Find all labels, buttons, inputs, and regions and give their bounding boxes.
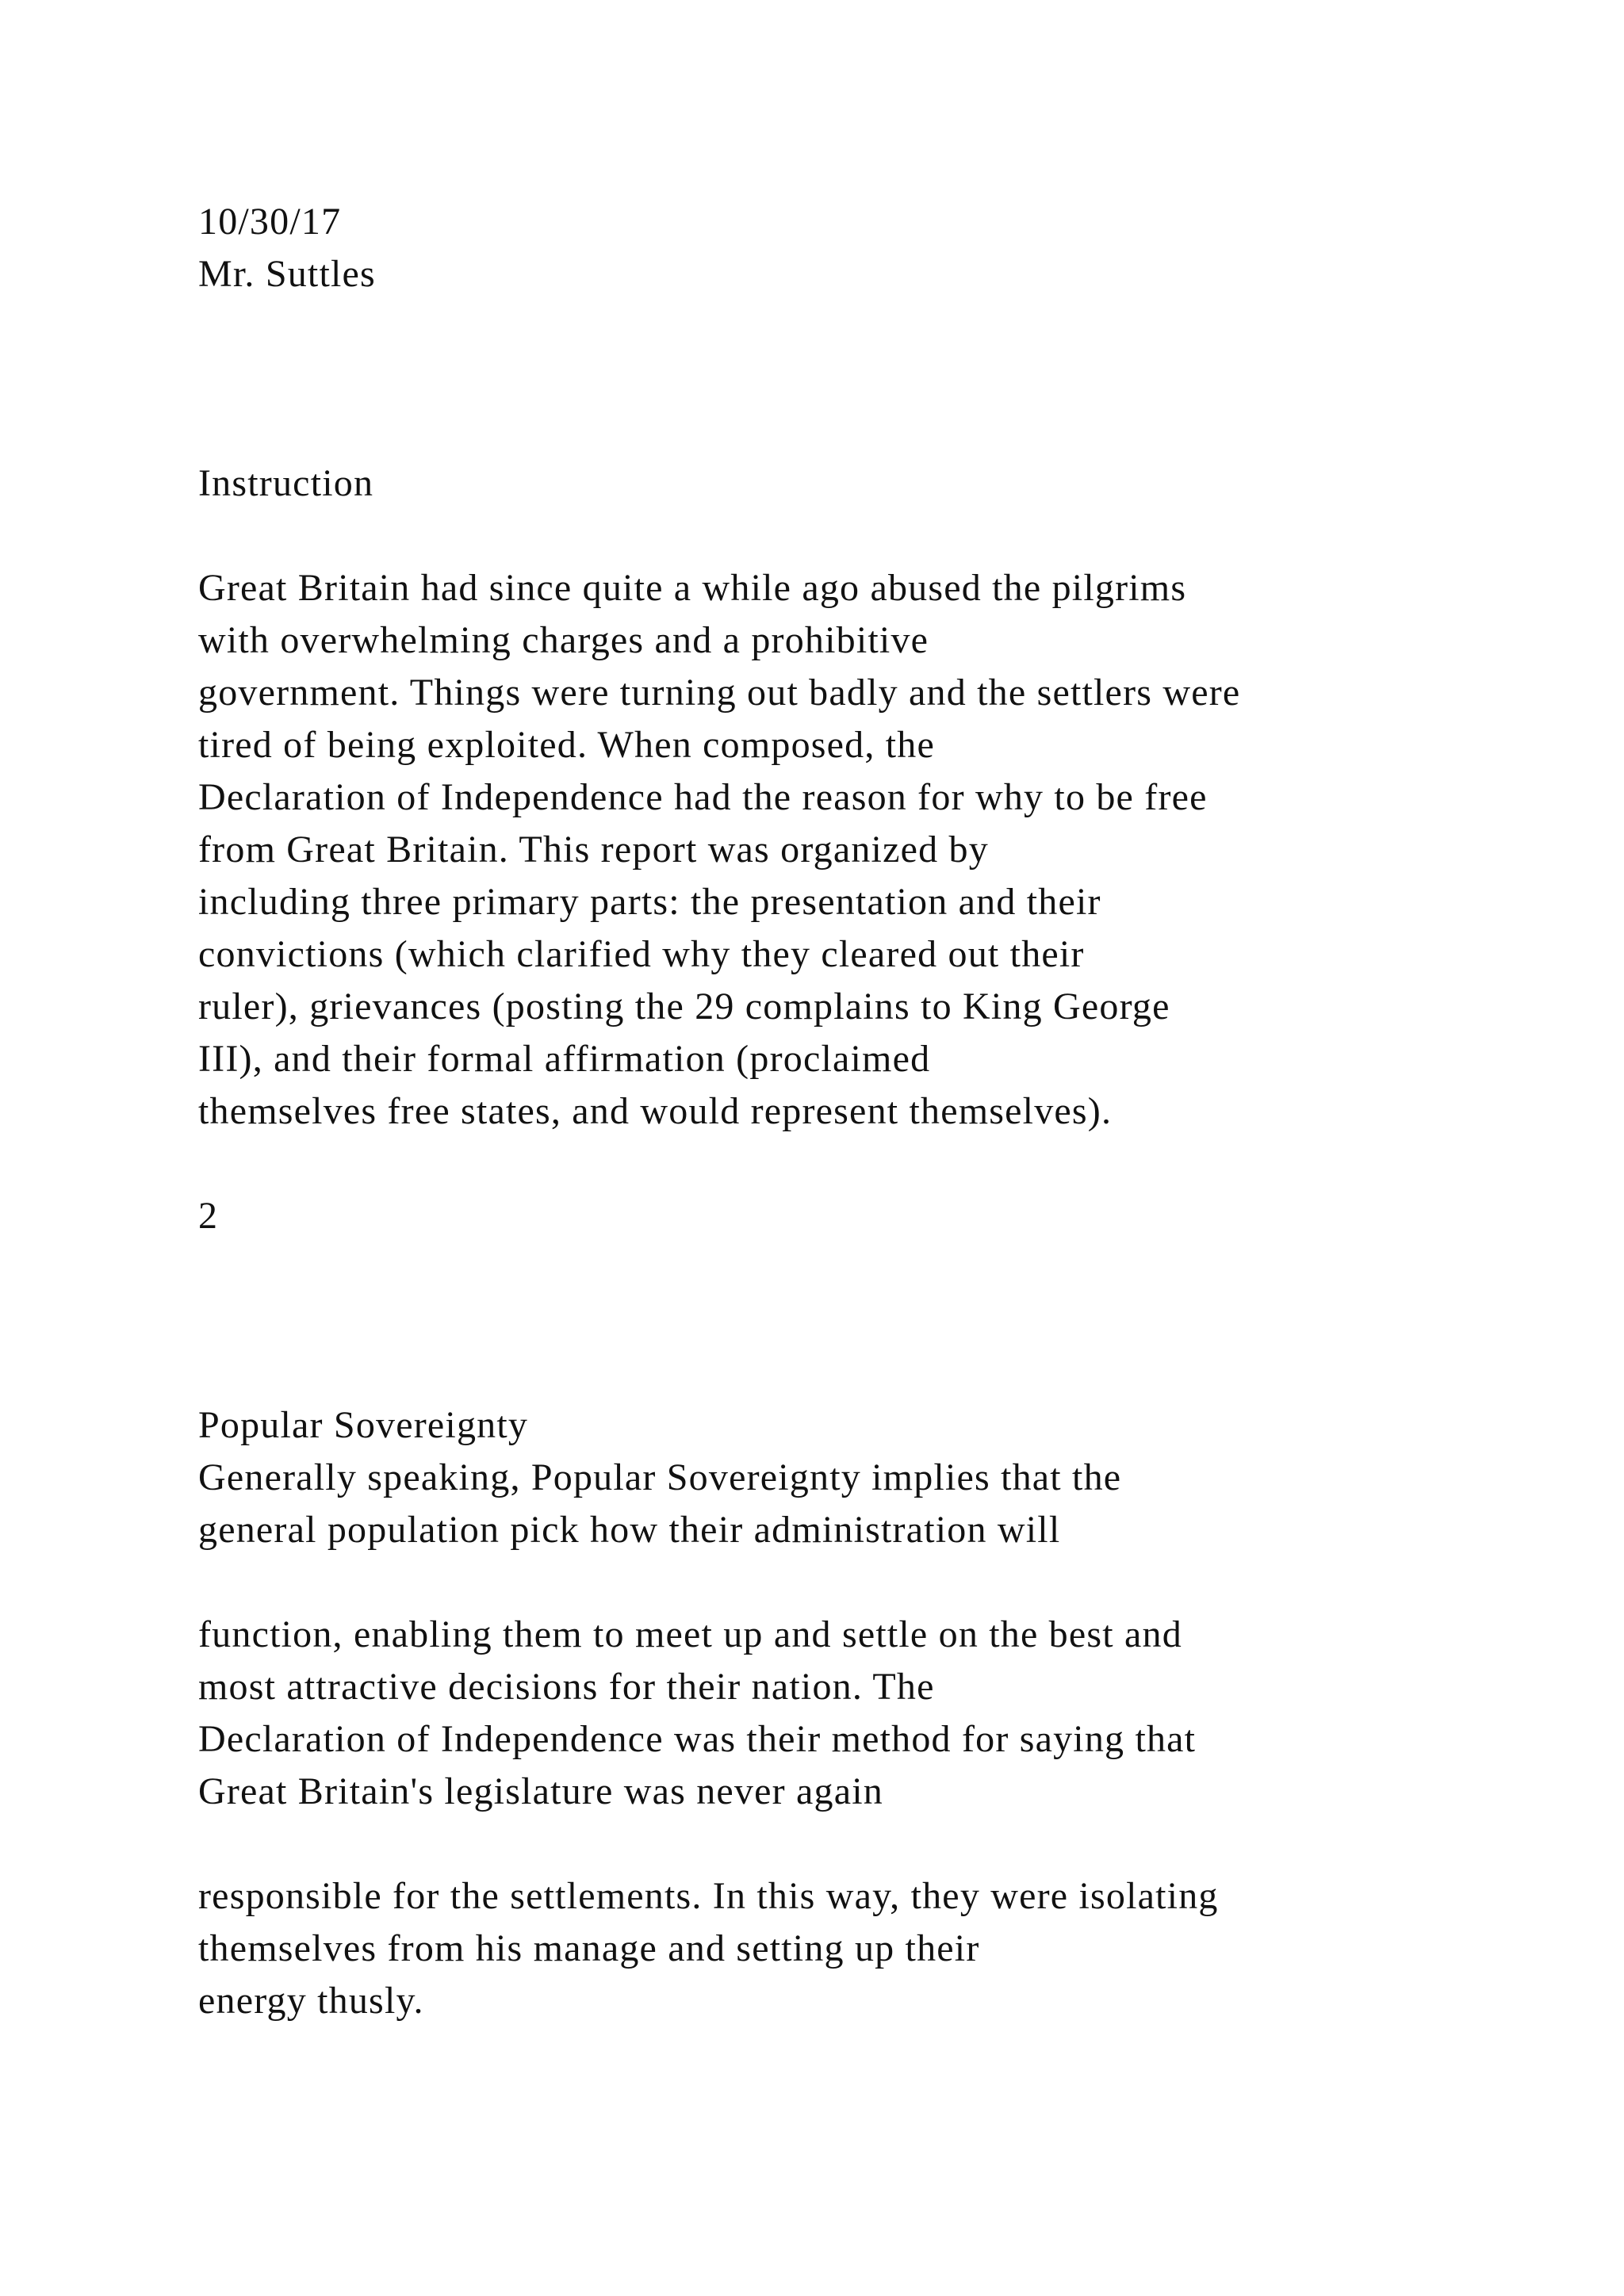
paragraph-line: most attractive decisions for their nation. The [198, 1666, 935, 1708]
paragraph-line: Great Britain had since quite a while ago abused the pilgrims [198, 567, 1187, 609]
paragraph-line: from Great Britain. This report was organized by [198, 828, 989, 871]
paragraph-line: energy thusly. [198, 1980, 424, 2022]
paragraph-line: Declaration of Independence had the reason for why to be free [198, 776, 1208, 818]
page-number: 2 [198, 1195, 219, 1237]
paragraph-line: ruler), grievances (posting the 29 complains to King George [198, 985, 1170, 1027]
paragraph-line: themselves free states, and would represent themselves). [198, 1090, 1113, 1132]
paragraph-line: including three primary parts: the presentation and their [198, 881, 1101, 923]
paragraph-line: Generally speaking, Popular Sovereignty implies that the [198, 1456, 1122, 1498]
paragraph-line: responsible for the settlements. In this way, they were isolating [198, 1875, 1219, 1917]
section-heading-instruction: Instruction [198, 462, 374, 504]
paragraph-line: with overwhelming charges and a prohibitive [198, 619, 929, 661]
paragraph-line: government. Things were turning out badly and the settlers were [198, 672, 1241, 714]
paragraph-line: Great Britain's legislature was never again [198, 1770, 883, 1812]
paragraph-line: themselves from his manage and setting up their [198, 1927, 980, 1969]
paragraph-line: Declaration of Independence was their method for saying that [198, 1718, 1197, 1760]
paragraph-line: convictions (which clarified why they cleared out their [198, 933, 1085, 975]
section-heading-popular-sovereignty: Popular Sovereignty [198, 1404, 529, 1446]
paragraph-line: general population pick how their administration will [198, 1509, 1061, 1551]
teacher-name: Mr. Suttles [198, 253, 376, 295]
paragraph-line: function, enabling them to meet up and settle on the best and [198, 1613, 1182, 1655]
date: 10/30/17 [198, 201, 342, 243]
paragraph-line: tired of being exploited. When composed, the [198, 724, 936, 766]
paragraph-line: III), and their formal affirmation (proclaimed [198, 1038, 931, 1080]
